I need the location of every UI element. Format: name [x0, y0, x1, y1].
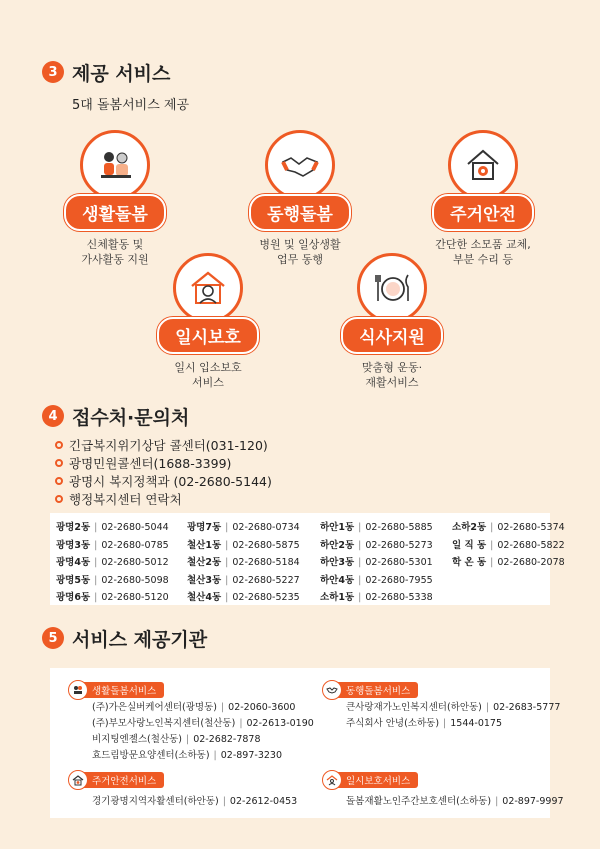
phone-row: 철산3동 | 02-2680-5227 [187, 574, 300, 586]
provider-list [346, 700, 560, 732]
handshake-icon [322, 680, 342, 700]
category-label: 일시보호서비스 [336, 772, 418, 788]
phone-column [452, 519, 565, 572]
phone-row: 광명5동 | 02-2680-5098 [56, 574, 169, 586]
service-card-housing-safety [413, 130, 553, 267]
bullet-dot-icon [55, 477, 63, 485]
provider-item: 주식회사 안녕(소하동) | 1544-0175 [346, 718, 503, 729]
category-escort-care [322, 680, 418, 700]
phone-column [320, 519, 433, 607]
service-provider-box [50, 668, 564, 818]
section-4-title: 접수처·문의처 [72, 407, 190, 429]
category-temporary-care [322, 770, 418, 790]
category-housing-safety [68, 770, 164, 790]
house-person-icon [322, 770, 342, 790]
phone-row: 철산2동 | 02-2680-5184 [187, 557, 300, 569]
phone-column [187, 519, 300, 607]
phone-row: 하안3동 | 02-2680-5301 [320, 557, 433, 569]
service-label: 일시보호 [157, 317, 259, 354]
phone-row: 학 온 동 | 02-2680-2078 [452, 557, 565, 569]
contact-bullet [55, 472, 272, 490]
phone-row: 하안1동 | 02-2680-5885 [320, 522, 433, 533]
service-label: 생활돌봄 [64, 194, 166, 231]
service-desc: 병원 및 일상생활 업무 동행 [259, 238, 341, 266]
section-3-subtitle: 5대 돌봄서비스 제공 [72, 98, 189, 113]
house-person-icon [173, 253, 243, 323]
bullet-dot-icon [55, 459, 63, 467]
service-card-living-care [45, 130, 185, 267]
phone-row: 소하1동 | 02-2680-5338 [320, 592, 433, 604]
provider-list [92, 794, 297, 810]
bullet-text: 긴급복지위기상담 콜센터(031-120) [69, 438, 268, 453]
phone-row: 광명7동 | 02-2680-0734 [187, 522, 300, 533]
caregiver-icon [80, 130, 150, 200]
phone-row: 철산1동 | 02-2680-5875 [187, 539, 300, 551]
service-desc: 간단한 소모품 교체, 부분 수리 등 [435, 238, 531, 266]
house-gear-icon [68, 770, 88, 790]
plate-utensils-icon [357, 253, 427, 323]
bullet-text: 광명민원콜센터(1688-3399) [69, 456, 232, 471]
section-3-number: 3 [42, 61, 64, 83]
service-card-temporary-care [138, 253, 278, 390]
section-3-title: 제공 서비스 [72, 63, 171, 85]
phone-row: 광명2동 | 02-2680-5044 [56, 522, 169, 533]
phone-row: 소하2동 | 02-2680-5374 [452, 522, 565, 533]
service-card-escort-care [230, 130, 370, 267]
provider-item: 비지팅엔젤스(철산동) | 02-2682-7878 [92, 734, 261, 745]
contact-bullet [55, 436, 272, 454]
contact-bullet-list [55, 436, 272, 508]
provider-list [346, 794, 564, 810]
community-center-phone-table [50, 513, 565, 605]
provider-list [92, 700, 314, 764]
provider-item: (주)부모사랑노인복지센터(철산동) | 02-2613-0190 [92, 718, 314, 729]
phone-row: 철산4동 | 02-2680-5235 [187, 592, 300, 604]
provider-item: 경기광명지역자활센터(하안동) | 02-2612-0453 [92, 796, 298, 807]
service-desc: 맞춤형 운동· 재활서비스 [361, 361, 423, 389]
handshake-icon [265, 130, 335, 200]
category-living-care [68, 680, 164, 700]
service-card-meal-support [322, 253, 462, 390]
category-label: 생활돌봄서비스 [82, 682, 164, 698]
provider-item: 효드림방문요양센터(소하동) | 02-897-3230 [92, 750, 283, 761]
bullet-dot-icon [55, 441, 63, 449]
caregiver-icon [68, 680, 88, 700]
category-label: 주거안전서비스 [82, 772, 164, 788]
bullet-text: 행정복지센터 연락처 [69, 492, 182, 507]
section-5-title: 서비스 제공기관 [72, 629, 208, 651]
contact-bullet [55, 490, 272, 508]
phone-row: 하안4동 | 02-2680-7955 [320, 574, 433, 586]
provider-item: (주)가은실버케어센터(광명동) | 02-2060-3600 [92, 702, 296, 713]
phone-row: 하안2동 | 02-2680-5273 [320, 539, 433, 551]
service-label: 동행돌봄 [249, 194, 351, 231]
provider-item: 큰사랑재가노인복지센터(하안동) | 02-2683-5777 [346, 702, 561, 713]
section-5-number: 5 [42, 627, 64, 649]
phone-row: 광명4동 | 02-2680-5012 [56, 557, 169, 569]
phone-row: 일 직 동 | 02-2680-5822 [452, 539, 565, 551]
phone-row: 광명6동 | 02-2680-5120 [56, 592, 169, 604]
contact-bullet [55, 454, 272, 472]
service-desc: 신체활동 및 가사활동 지원 [81, 238, 149, 266]
phone-row: 광명3동 | 02-2680-0785 [56, 539, 169, 551]
phone-column [56, 519, 169, 607]
service-desc: 일시 입소보호 서비스 [174, 361, 242, 389]
category-label: 동행돌봄서비스 [336, 682, 418, 698]
provider-item: 돌봄재활노인주간보호센터(소하동) | 02-897-9997 [346, 796, 564, 807]
service-label: 식사지원 [341, 317, 443, 354]
service-label: 주거안전 [432, 194, 534, 231]
bullet-dot-icon [55, 495, 63, 503]
house-gear-icon [448, 130, 518, 200]
section-4-number: 4 [42, 405, 64, 427]
bullet-text: 광명시 복지정책과 (02-2680-5144) [69, 474, 272, 489]
